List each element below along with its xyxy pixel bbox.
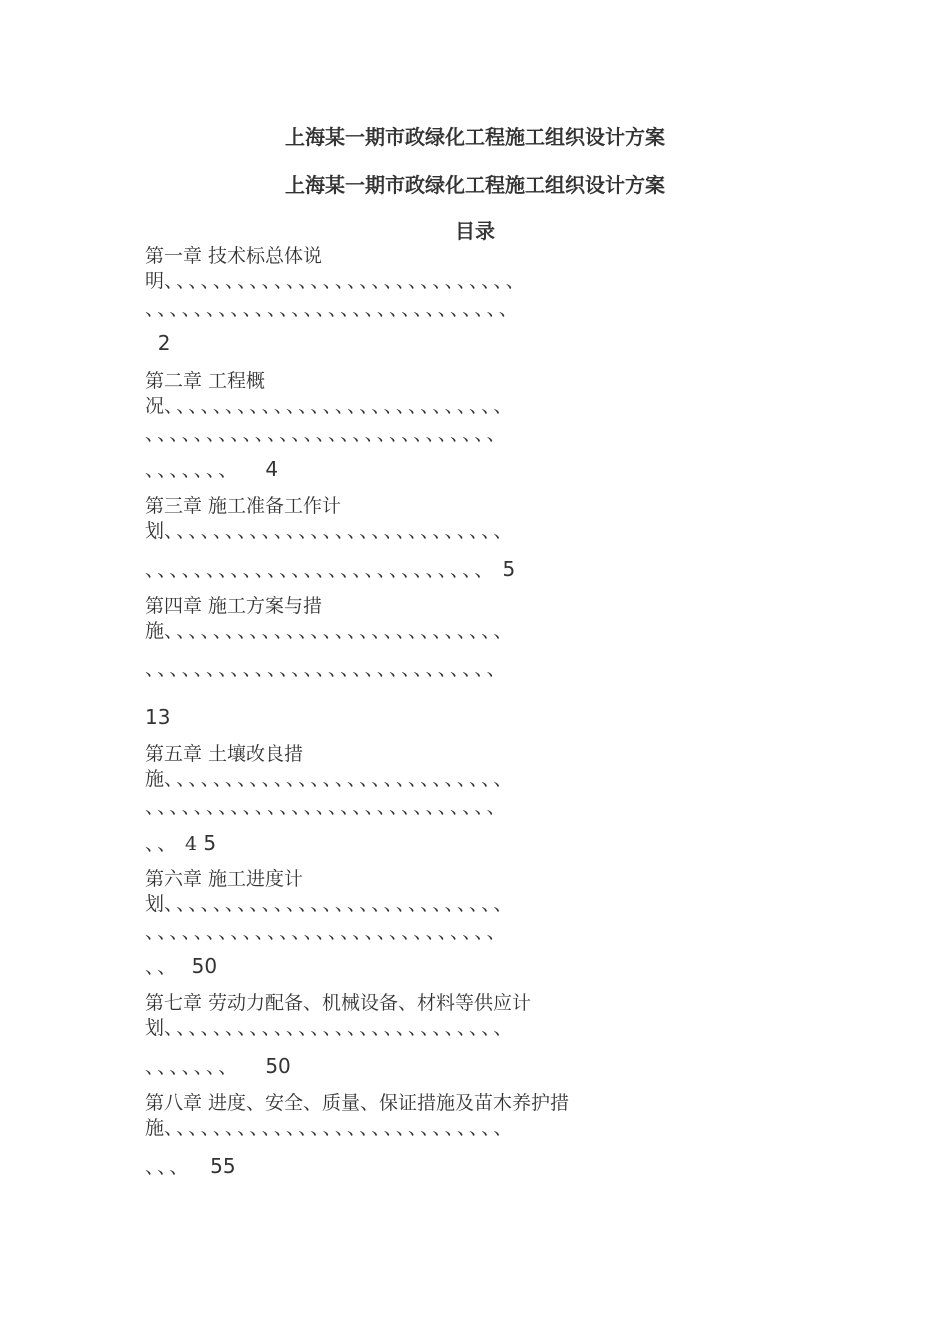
toc-entry-line	[145, 421, 508, 447]
toc-entry-line	[145, 393, 515, 419]
toc-page-number: 5	[496, 557, 516, 581]
toc-entry-line	[145, 243, 322, 269]
toc-leader-dots: 、、、、、、、、、、、、、、、、、、、、、、、、、、、、	[145, 559, 497, 581]
toc-entry-line	[145, 794, 508, 820]
toc-leader-dots: 、、	[145, 833, 179, 855]
toc-entry-line	[145, 1090, 569, 1116]
document-subtitle: 上海某一期市政绿化工程施工组织设计方案	[285, 173, 665, 197]
toc-entry-line	[145, 493, 341, 519]
toc-entry-line	[145, 556, 515, 583]
toc-leader-dots: 、、、、、、、、、、、、、、、、、、、、、、、、、、、、	[164, 1017, 516, 1039]
toc-entry-text: 第七章 劳动力配备、机械设备、材料等供应计	[145, 992, 532, 1014]
toc-entry-line	[145, 1153, 236, 1180]
toc-entry-line	[145, 593, 322, 619]
toc-leader-dots: 、、、、、、、、、、、、、、、、、、、、、、、、、、、、、	[145, 423, 509, 445]
toc-entry-text: 第六章 施工进度计	[145, 868, 304, 890]
toc-entry-line	[145, 1115, 515, 1141]
toc-leader-dots: 、、、、、、、、、、、、、、、、、、、、、、、、、、、、	[164, 620, 516, 642]
toc-leader-dots: 、、、、、、、、、、、、、、、、、、、、、、、、、、、、	[164, 893, 516, 915]
document-title: 上海某一期市政绿化工程施工组织设计方案	[285, 125, 665, 149]
toc-leader-dots: 、、、、、、、、、、、、、、、、、、、、、、、、、、、、、、	[145, 298, 521, 320]
toc-entry-text: 第八章 进度、安全、质量、保证措施及苗木养护措	[145, 1092, 570, 1114]
toc-page-number: 13	[145, 705, 171, 729]
toc-entry-line	[145, 990, 531, 1016]
toc-entry-line	[145, 1053, 291, 1080]
toc-entry-text: 划	[145, 893, 165, 915]
toc-page-number: 50	[239, 1054, 291, 1078]
toc-entry-line	[145, 953, 217, 980]
toc-entry-line	[145, 296, 521, 322]
toc-entry-line	[145, 268, 527, 294]
toc-leader-dots: 、、、、、、、、、、、、、、、、、、、、、、、、、、、、、	[164, 270, 528, 292]
toc-entry-text: 划	[145, 520, 165, 542]
toc-entry-text: 施	[145, 1117, 165, 1139]
toc-leader-dots: 、、、、、、、、、、、、、、、、、、、、、、、、、、、、、	[145, 921, 509, 943]
toc-entry-text: 第二章 工程概	[145, 370, 266, 392]
toc-page-number: 4	[239, 457, 279, 481]
toc-entry-text: 况	[145, 395, 165, 417]
toc-entry-line	[145, 618, 515, 644]
toc-entry-text: 第一章 技术标总体说	[145, 245, 323, 267]
toc-entry-text: 第五章 土壤改良措	[145, 743, 304, 765]
toc-entry-text: 明	[145, 270, 165, 292]
toc-leader-dots: 、、、、、、、	[145, 459, 240, 481]
toc-leader-dots: 、、、、、、、、、、、、、、、、、、、、、、、、、、、、、	[145, 658, 509, 680]
toc-entry-text: 第四章 施工方案与措	[145, 595, 323, 617]
toc-leader-dots: 、、、、、、、、、、、、、、、、、、、、、、、、、、、、	[164, 395, 516, 417]
toc-entry-line	[145, 368, 265, 394]
toc-entry-line	[145, 456, 278, 483]
toc-entry-text: 划	[145, 1017, 165, 1039]
toc-page-number: 55	[191, 1154, 236, 1178]
toc-entry-line	[145, 919, 508, 945]
toc-leader-dots: 、、、、、、、、、、、、、、、、、、、、、、、、、、、、、	[145, 796, 509, 818]
toc-entry-text: 4	[178, 833, 198, 855]
toc-entry-text: 施	[145, 620, 165, 642]
toc-entry-line	[145, 741, 303, 767]
toc-entry-line	[145, 830, 216, 857]
toc-leader-dots: 、、、、、、、、、、、、、、、、、、、、、、、、、、、、	[164, 768, 516, 790]
toc-page-number: 2	[145, 331, 171, 355]
toc-heading: 目录	[455, 219, 495, 243]
toc-entry-line	[145, 1015, 515, 1041]
toc-entry-line	[145, 518, 515, 544]
toc-page-number: 5	[197, 831, 217, 855]
toc-leader-dots: 、、	[145, 956, 179, 978]
toc-leader-dots: 、、、、、、、、、、、、、、、、、、、、、、、、、、、、	[164, 520, 516, 542]
toc-entry-line	[145, 330, 170, 357]
toc-entry-line	[145, 704, 170, 731]
toc-entry-line	[145, 656, 508, 682]
toc-leader-dots: 、、、、、、、	[145, 1056, 240, 1078]
toc-entry-line	[145, 891, 515, 917]
toc-page-number: 50	[178, 954, 218, 978]
toc-leader-dots: 、、、、、、、、、、、、、、、、、、、、、、、、、、、、	[164, 1117, 516, 1139]
toc-entry-text: 第三章 施工准备工作计	[145, 495, 342, 517]
toc-entry-text: 施	[145, 768, 165, 790]
toc-entry-line	[145, 866, 303, 892]
toc-leader-dots: 、、、	[145, 1156, 192, 1178]
toc-entry-line	[145, 766, 515, 792]
